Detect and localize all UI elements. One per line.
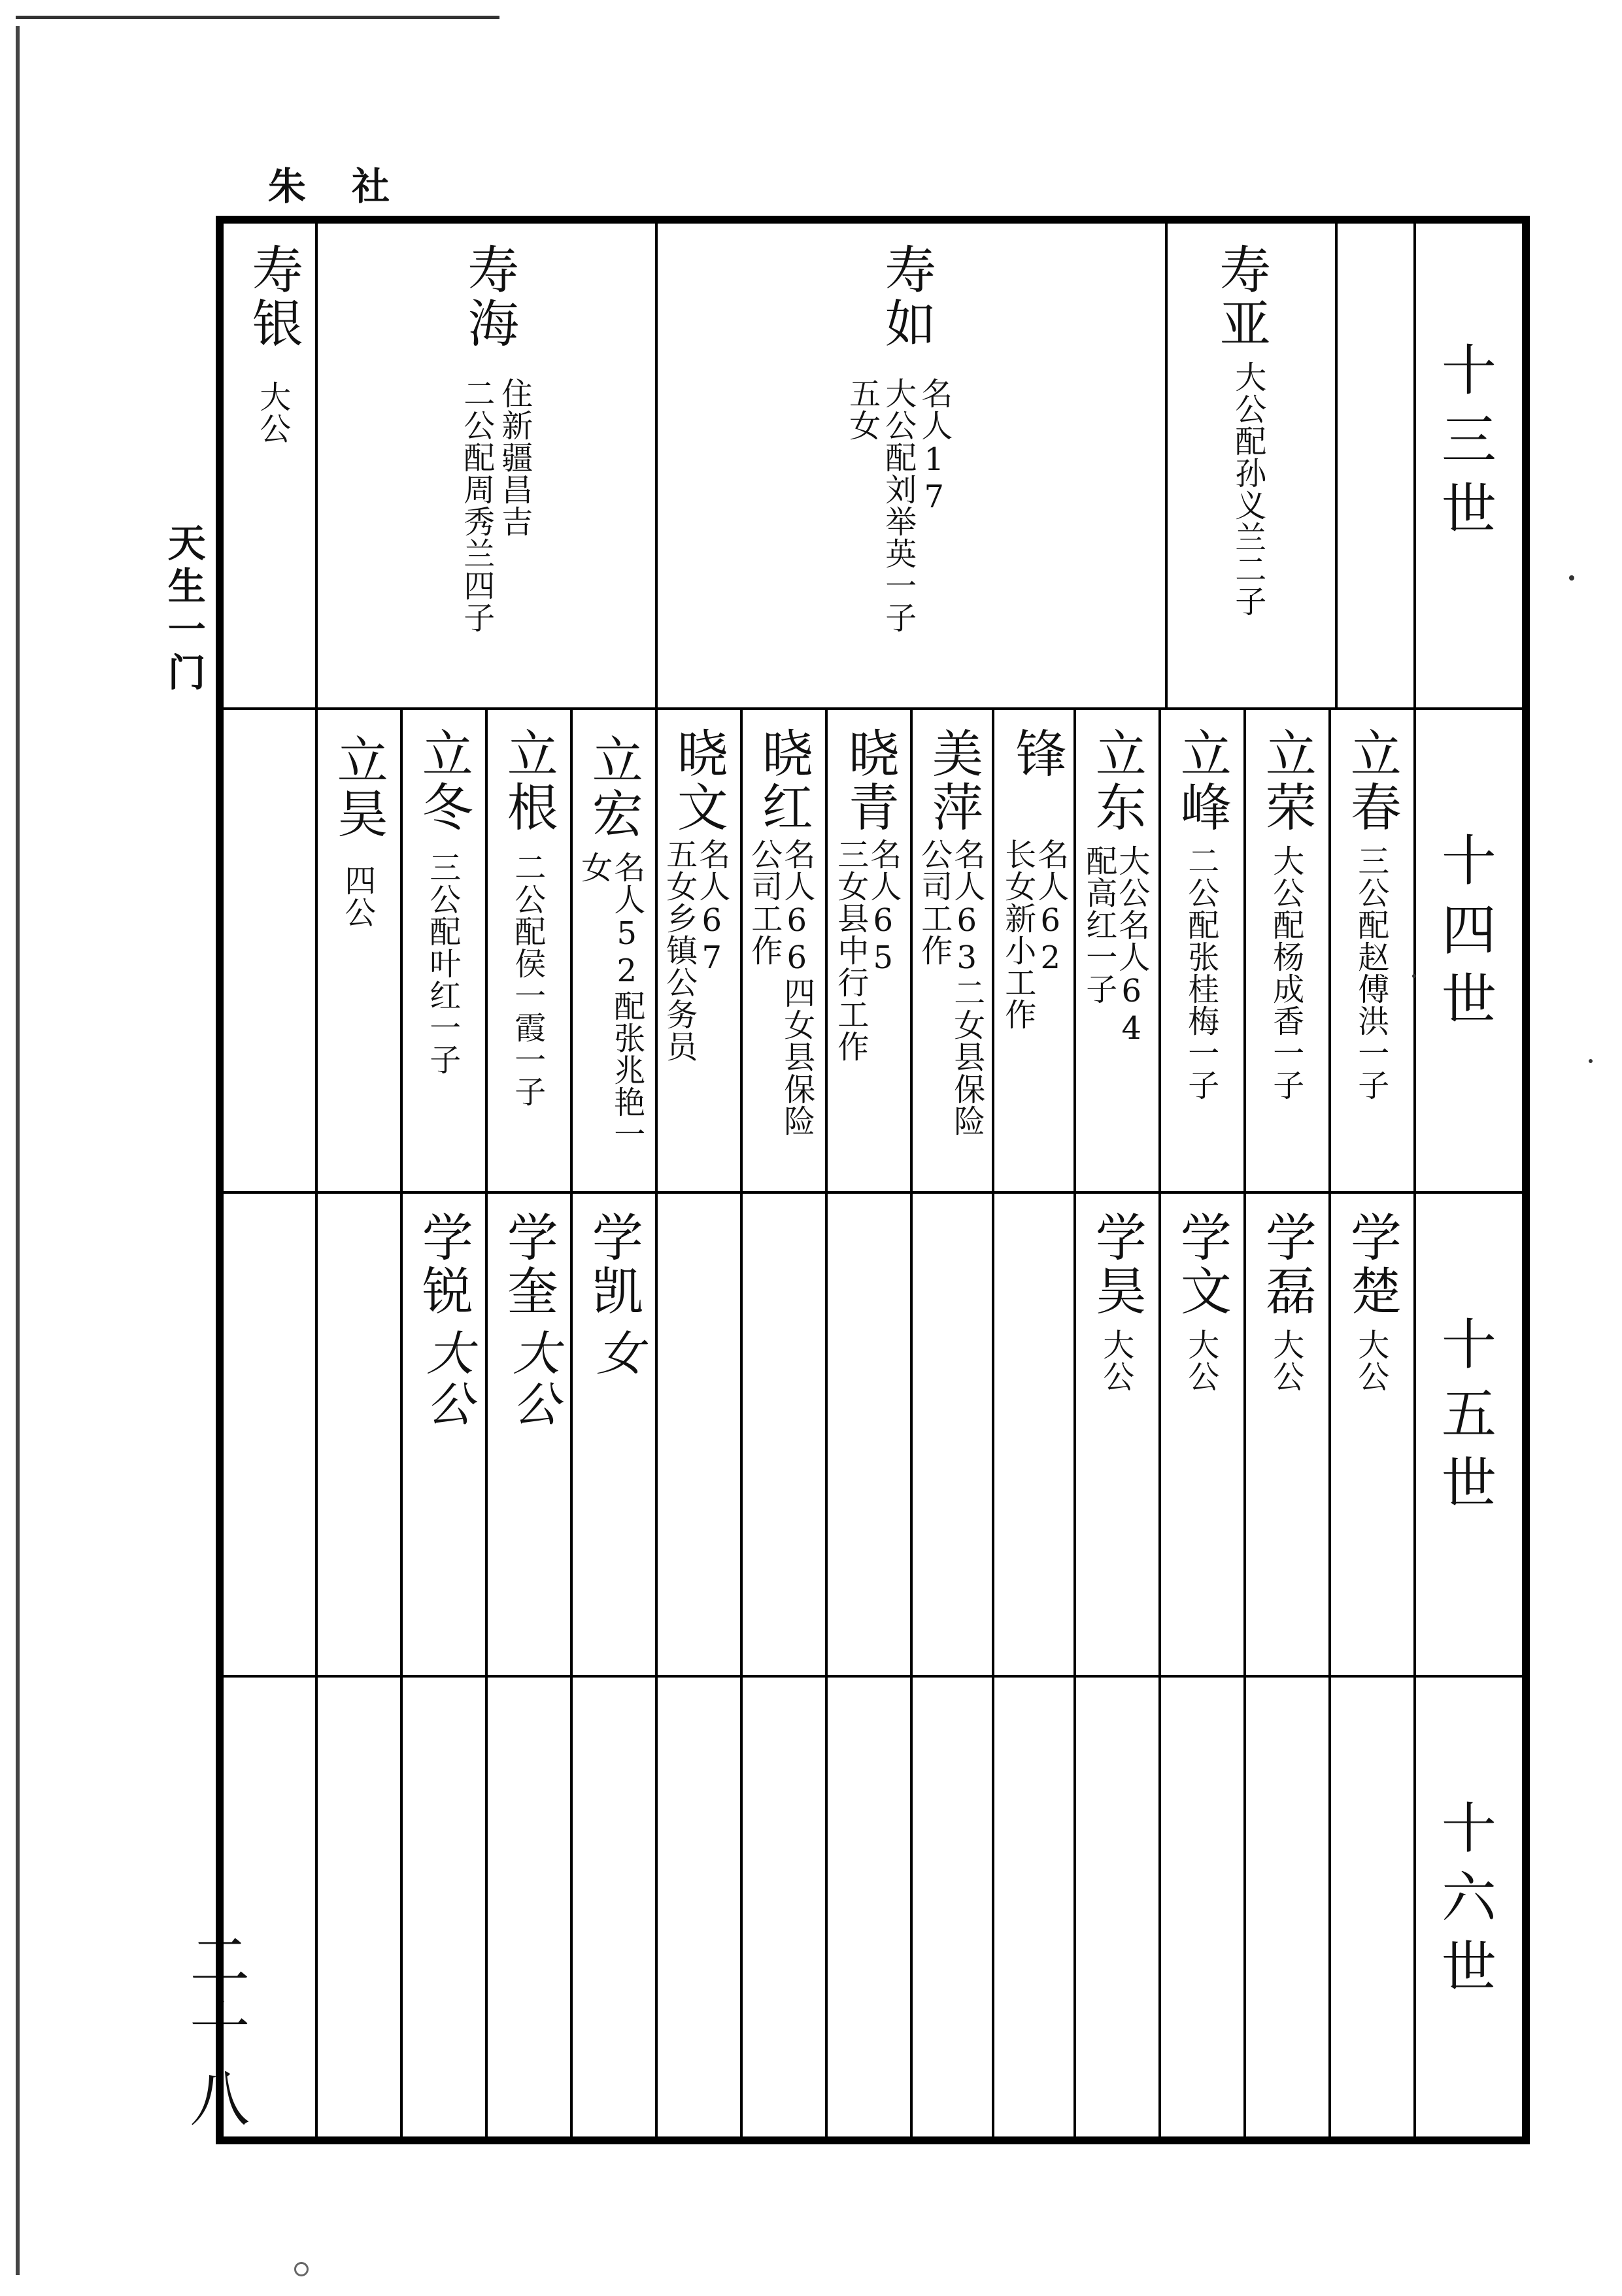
gen15-name: 学磊 [1257,1211,1316,1318]
scan-speck [1569,575,1574,581]
gen13-name: 寿亚 [1211,243,1270,350]
gen14-note: 名人62 [1032,838,1069,977]
gen14-note: 女 [575,851,613,883]
gen13-note: 五女 [843,377,881,441]
col-divider [1073,707,1076,2136]
r1-divider [1335,224,1338,707]
gen14-note: 名人65 [864,838,902,977]
gen14-note: 四公 [339,864,376,928]
top-edge-line [16,16,499,19]
col-divider [740,707,743,2136]
gen13-note: 住新疆昌吉 [496,377,533,537]
col-divider [910,707,913,2136]
gen15-name: 学凯 [583,1211,643,1318]
binding-edge [16,26,20,2275]
col-divider [315,707,318,2136]
gen14-note: 三女县中行工作 [832,838,869,1062]
gen14-name: 锋 [1007,727,1066,781]
gen15-name: 学奎 [498,1211,558,1318]
gen14-note: 名人52配张兆艳一 [608,851,645,1150]
gen13-name: 寿如 [876,243,936,350]
gen14-note: 五女乡镇公务员 [660,838,698,1062]
gen13-note: 大公配刘举英一子 [879,377,917,633]
col-divider [1158,707,1161,2136]
generation-label-15: 十五世 [1432,1315,1497,1523]
gen15-name: 学文 [1172,1211,1231,1318]
side-label: 天生一门 [161,523,206,696]
gen14-name: 立宏 [583,734,643,841]
gen13-note: 大公配孙义兰二子 [1229,361,1266,617]
page-header-title: 朱社 [268,164,436,209]
gen14-name: 立荣 [1257,727,1316,834]
gen14-note: 公司工作 [915,838,953,966]
gen14-note: 三公配赵傅洪一子 [1352,845,1389,1101]
gen14-note: 名人63二女县保险 [948,838,985,1137]
gen14-note: 名人66四女县保险 [778,838,815,1137]
gen14-note: 大公配杨成香一子 [1267,845,1304,1101]
generation-label-14: 十四世 [1432,832,1497,1039]
gen14-name: 立春 [1342,727,1401,834]
gen14-name: 立根 [498,727,558,834]
gen13-name: 寿银 [243,243,303,350]
page-number: 二十八 [180,1929,250,2136]
gen15-name: 学昊 [1087,1211,1146,1318]
col-divider [655,707,658,2136]
gen14-note: 配高红一子 [1080,845,1117,1005]
row-divider-3 [224,1675,1522,1678]
gen14-name: 晓红 [753,727,813,834]
r1-divider [1165,224,1168,707]
gen14-name: 晓青 [839,727,899,834]
gen14-note: 公司工作 [745,838,783,966]
gen15-note: 大公 [418,1328,474,1430]
gen-column-divider [1413,224,1416,2136]
col-divider [1243,707,1246,2136]
gen13-note: 名人17 [915,377,953,516]
gen15-note: 大公 [1352,1328,1389,1393]
gen15-note: 大公 [505,1328,560,1430]
col-divider [400,707,403,2136]
gen14-name: 美萍 [923,727,983,834]
r1-divider [315,224,318,707]
gen15-note: 大公 [1097,1328,1134,1393]
gen13-note: 二公配周秀兰四子 [458,377,495,633]
gen14-note: 名人67 [693,838,730,977]
col-divider [1328,707,1331,2136]
scan-speck [294,2262,309,2276]
gen14-name: 晓文 [668,727,728,834]
gen15-name: 学锐 [413,1211,473,1318]
gen13-note: 大公 [254,380,291,445]
gen14-note: 长女新小工作 [999,838,1036,1030]
gen14-note: 三公配叶红一子 [424,851,461,1075]
gen14-note: 二公配张桂梅一子 [1182,845,1219,1101]
gen15-name: 学楚 [1342,1211,1401,1318]
gen15-note: 女 [588,1328,644,1379]
col-divider [570,707,573,2136]
row-divider-2 [224,1191,1522,1194]
col-divider [485,707,488,2136]
gen15-note: 大公 [1182,1328,1219,1393]
gen14-name: 立峰 [1172,727,1231,834]
gen14-name: 立东 [1087,727,1146,834]
gen14-note: 大公名人64 [1113,845,1150,1047]
gen14-name: 立昊 [328,734,388,841]
scan-speck [1412,974,1416,978]
generation-label-16: 十六世 [1432,1799,1497,2007]
generation-label-13: 十三世 [1432,341,1497,549]
gen13-name: 寿海 [459,243,518,350]
col-divider [992,707,994,2136]
col-divider [825,707,828,2136]
r1-divider [655,224,658,707]
row-divider-1 [224,707,1522,710]
gen14-note: 二公配侯一霞一子 [509,851,546,1107]
scan-speck [1589,1059,1593,1063]
gen15-note: 大公 [1267,1328,1304,1393]
genealogy-table [216,216,1530,2144]
gen14-name: 立冬 [413,727,473,834]
